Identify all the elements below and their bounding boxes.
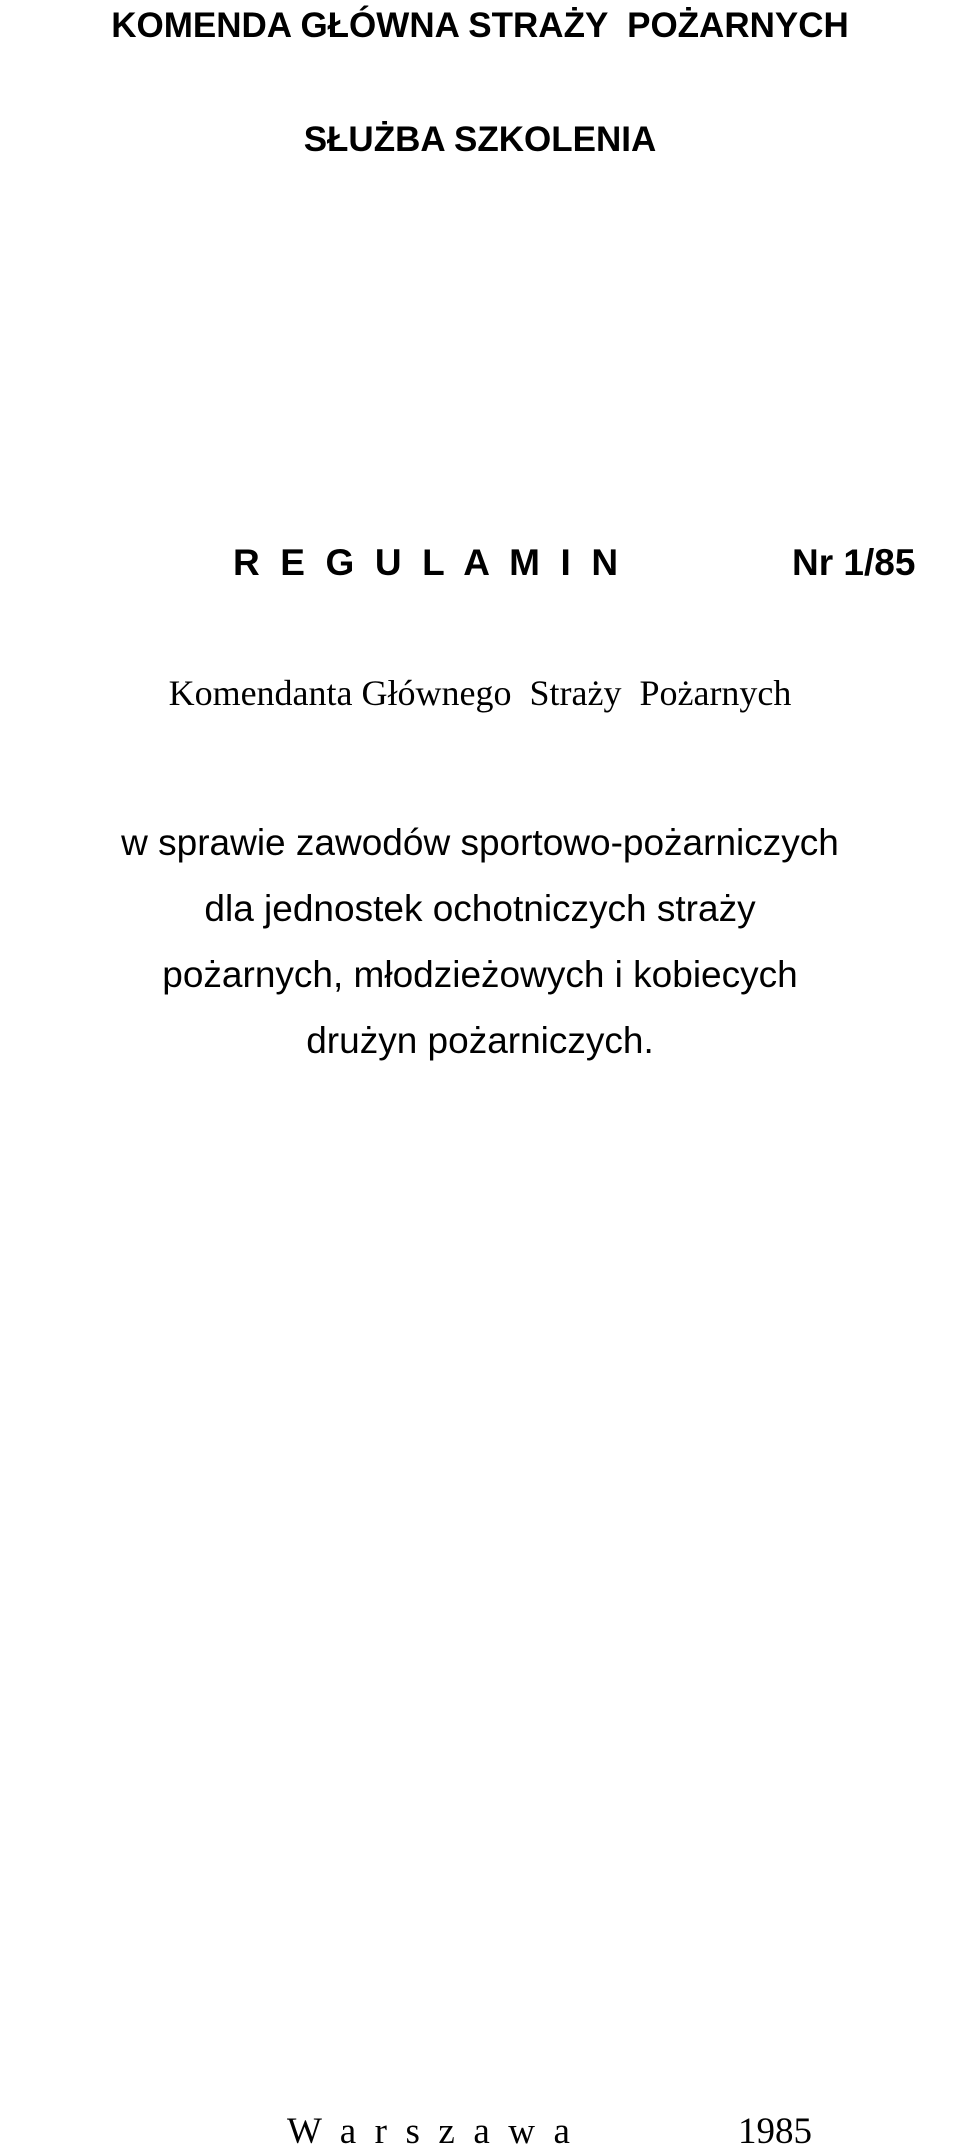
publication-place: W a r s z a w a (287, 2111, 570, 2152)
subject-line: pożarnych, młodzieżowych i kobiecych (162, 954, 798, 995)
service-heading: SŁUŻBA SZKOLENIA (303, 120, 657, 159)
subject-line: drużyn pożarniczych. (306, 1020, 654, 1061)
regulation-title: R E G U L A M I N (233, 542, 619, 583)
issuing-authority: Komendanta Głównego Straży Pożarnych (168, 673, 792, 713)
regulation-number: Nr 1/85 (792, 542, 916, 583)
organization-heading: KOMENDA GŁÓWNA STRAŻY POŻARNYCH (111, 6, 849, 45)
subject-line: w sprawie zawodów sportowo-pożarniczych (121, 822, 839, 863)
subject-line: dla jednostek ochotniczych straży (204, 888, 756, 929)
publication-year: 1985 (738, 2111, 812, 2152)
